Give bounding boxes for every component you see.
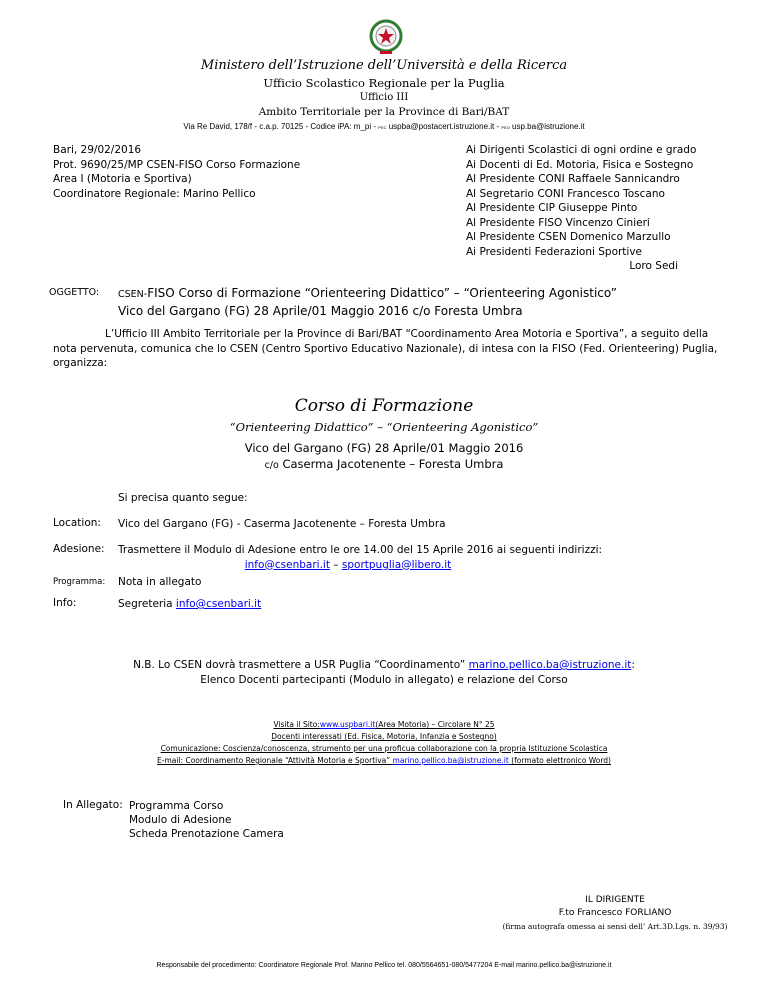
info-text: Segreteria	[118, 598, 176, 610]
regional-office-title: Ufficio Scolastico Regionale per la Puglia	[263, 76, 505, 90]
sender-area: Area I (Motoria e Sportiva)	[53, 173, 192, 185]
letter-date: Bari, 29/02/2016	[53, 144, 142, 156]
subject-line2: Vico del Gargano (FG) 28 Aprile/01 Maggio 2016 c/o Foresta Umbra	[118, 304, 523, 318]
info-email[interactable]: info@csenbari.it	[175, 598, 262, 610]
recipient-line: Ai Dirigenti Scolastici di ogni ordine e grado	[466, 144, 697, 156]
course-subtitle: “Orienteering Didattico” – “Orienteering Agonistico”	[229, 420, 539, 434]
recipient-line: Al Segretario CONI Francesco Toscano	[466, 187, 665, 200]
intro-paragraph: L’Ufficio III Ambito Territoriale per la Province di Bari/BAT “Coordinamento Area Motoria e Sportiva”, a seguito della nota pervenuta, comunica che lo CSEN (Centro Sportivo Educativo Nazionale), di intesa con la FISO (Fed. Orienteering) Puglia, organizza:	[53, 328, 718, 369]
adesione-label: Adesione:	[53, 543, 105, 555]
recipients-closing: Loro Sedi	[629, 260, 678, 272]
adesione-text: Trasmettere il Modulo di Adesione entro le ore 14.00 del 15 Aprile 2016 ai seguenti indirizzi:	[118, 544, 603, 556]
info-label: Info:	[53, 597, 77, 609]
programma-value: Nota in allegato	[118, 576, 202, 588]
course-place	[0, 440, 768, 474]
course-co: c/o	[264, 460, 279, 471]
attachments-label: In Allegato:	[63, 799, 123, 811]
course-venue: Caserma Jacotenente – Foresta Umbra	[278, 457, 504, 471]
address-text: Via Re David, 178/f - c.a.p. 70125 - Codice iPA: m_pi -	[183, 122, 377, 131]
visit-block	[0, 719, 768, 767]
recipient-line: Al Presidente CSEN Domenico Marzullo	[466, 231, 671, 243]
nb-note	[0, 658, 768, 688]
peo-email: usp.ba@istruzione.it	[512, 122, 585, 131]
details-intro: Si precisa quanto segue:	[118, 492, 248, 504]
recipients-block	[466, 143, 696, 274]
attachment-item: Modulo di Adesione	[129, 814, 232, 826]
sender-coordinator: Coordinatore Regionale: Marino Pellico	[53, 187, 256, 200]
header-address	[0, 122, 768, 131]
nb-line1: N.B. Lo CSEN dovrà trasmettere a USR Puglia “Coordinamento”	[133, 659, 469, 671]
italian-republic-emblem-icon	[369, 18, 403, 56]
nb-line1-end: :	[631, 659, 635, 671]
adesione-dash: –	[329, 558, 342, 571]
ministry-title: Ministero dell’Istruzione dell’Università e della Ricerca	[200, 58, 568, 73]
info-value	[118, 597, 261, 612]
visit-prefix: Visita il Sito:	[273, 720, 320, 729]
visit-suffix: (Area Motoria) – Circolare N° 25	[375, 720, 495, 729]
signature-title: IL DIRIGENTE	[585, 895, 645, 905]
pec-label: PEC	[378, 125, 387, 130]
attachments-list	[129, 799, 284, 841]
recipient-line: Al Presidente FISO Vincenzo Cinieri	[466, 216, 650, 229]
subject-prefix: CSEN-	[118, 289, 148, 300]
adesione-value	[118, 543, 602, 572]
location-value: Vico del Gargano (FG) - Caserma Jacotenente – Foresta Umbra	[118, 518, 446, 530]
recipient-line: Ai Presidenti Federazioni Sportive	[466, 245, 643, 258]
sender-block	[53, 143, 300, 201]
recipient-line: Al Presidente CIP Giuseppe Pinto	[466, 202, 638, 214]
pec-email: uspba@postacert.istruzione.it	[388, 122, 495, 131]
attachment-item: Programma Corso	[129, 800, 224, 812]
signature-note: (firma autografa omessa ai sensi dell’ Art.3D.Lgs. n. 39/93)	[502, 922, 728, 931]
subject-text	[118, 285, 617, 319]
ufficio-title: Ufficio III	[359, 92, 409, 103]
course-place-line: Vico del Gargano (FG) 28 Aprile/01 Maggio 2016	[244, 441, 524, 455]
address-sep: -	[494, 122, 502, 131]
visit-line4-pre: E-mail: Coordinamento Regionale “Attività Motoria e Sportiva”	[157, 756, 393, 765]
subject-line1: FISO Corso di Formazione “Orienteering Didattico” – “Orienteering Agonistico”	[147, 286, 618, 300]
visit-line2: Docenti interessati (Ed. Fisica, Motoria, Infanzia e Sostegno)	[271, 732, 497, 741]
peo-label: PEO	[501, 125, 510, 130]
visit-line4-post: (formato elettronico Word)	[508, 756, 611, 765]
footer-responsabile: Responsabile del procedimento: Coordinatore Regionale Prof. Marino Pellico tel. 080/5564651-080/5477204 E-mail marino.pellico.ba@istruzione.it	[156, 962, 612, 969]
ambito-title: Ambito Territoriale per la Province di Bari/BAT	[258, 106, 510, 118]
recipient-line: Al Presidente CONI Raffaele Sannicandro	[466, 173, 680, 185]
visit-email-link[interactable]: marino.pellico.ba@istruzione.it	[392, 756, 509, 765]
visit-line3: Comunicazione: Coscienza/conoscenza, strumento per una proficua collaborazione con la propria Istituzione Scolastica	[160, 744, 608, 753]
recipient-line: Ai Docenti di Ed. Motoria, Fisica e Sostegno	[466, 158, 694, 171]
adesione-email-2[interactable]: sportpuglia@libero.it	[341, 558, 452, 571]
course-title: Corso di Formazione	[294, 396, 474, 416]
signature-name: F.to Francesco FORLIANO	[558, 908, 672, 918]
nb-line2: Elenco Docenti partecipanti (Modulo in allegato) e relazione del Corso	[200, 674, 568, 686]
subject-label: OGGETTO:	[49, 287, 100, 298]
nb-email[interactable]: marino.pellico.ba@istruzione.it	[468, 659, 632, 671]
programma-label: Programma:	[53, 577, 106, 587]
visit-site-link[interactable]: www.uspbari.it	[319, 720, 376, 729]
location-label: Location:	[53, 517, 101, 529]
protocol-number: Prot. 9690/25/MP CSEN-FISO Corso Formazione	[53, 158, 301, 171]
adesione-email-1[interactable]: info@csenbari.it	[244, 558, 330, 571]
attachment-item: Scheda Prenotazione Camera	[129, 828, 284, 840]
